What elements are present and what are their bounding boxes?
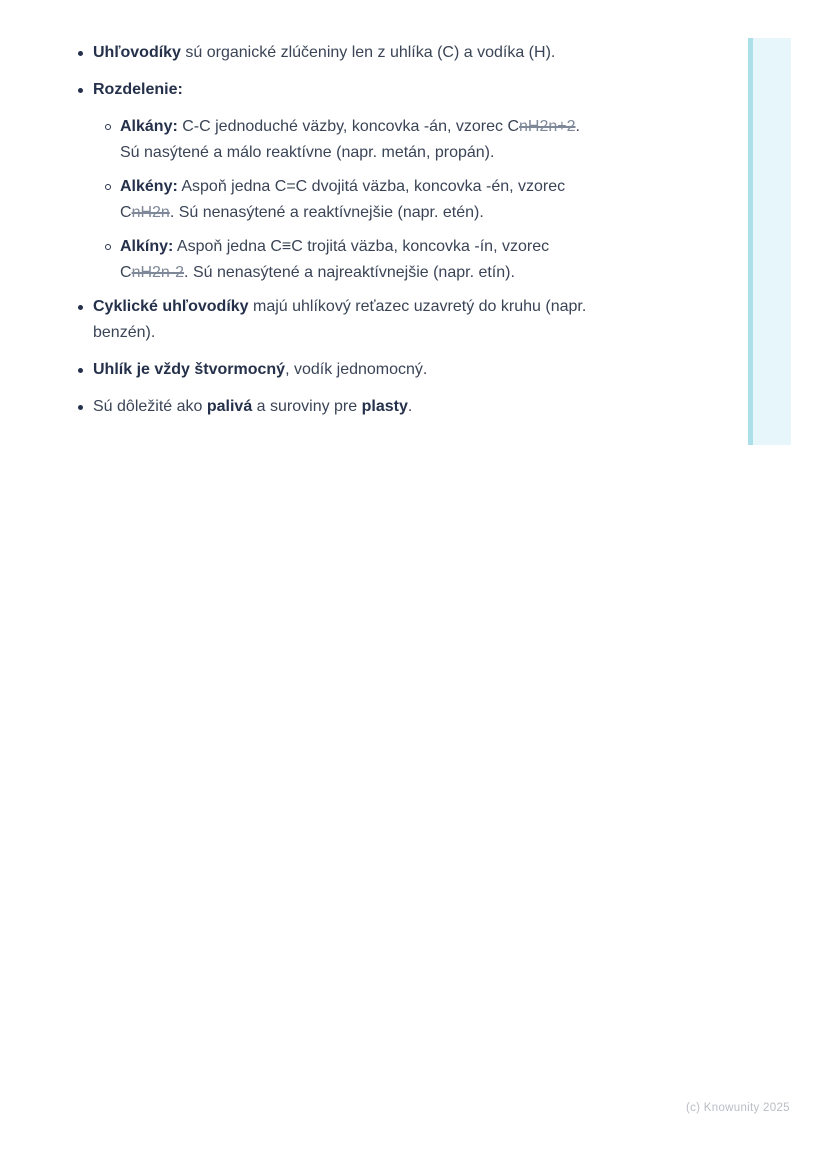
list-item-text: Alkány: C-C jednoduché väzby, koncovka -án, vzorec CnH2n+2. Sú nasýtené a málo reaktívne (napr. metán, propán).: [120, 118, 580, 161]
list-item: [105, 174, 828, 226]
circle-bullet-icon: [105, 234, 120, 260]
list-item-text: Rozdelenie:: [93, 81, 183, 98]
circle-bullet-icon: [105, 114, 120, 140]
list-item-text: Uhľovodíky sú organické zlúčeniny len z uhlíka (C) a vodíka (H).: [93, 44, 556, 61]
list-item: [78, 77, 828, 103]
list-item: [78, 357, 828, 383]
notes-list: [78, 40, 828, 420]
list-item: [78, 40, 828, 66]
list-item-text: Sú dôležité ako palivá a suroviny pre plasty.: [93, 398, 413, 415]
disc-bullet-icon: [78, 294, 93, 320]
disc-bullet-icon: [78, 40, 93, 66]
circle-bullet-icon: [105, 174, 120, 200]
highlight-strip: [748, 38, 791, 445]
disc-bullet-icon: [78, 394, 93, 420]
list-item-text: Cyklické uhľovodíky majú uhlíkový reťazec uzavretý do kruhu (napr. benzén).: [93, 298, 587, 341]
list-item: [78, 394, 828, 420]
disc-bullet-icon: [78, 77, 93, 103]
list-item-text: Uhlík je vždy štvormocný, vodík jednomocný.: [93, 361, 428, 378]
list-item-text: Alkíny: Aspoň jedna C≡C trojitá väzba, koncovka -ín, vzorec CnH2n-2. Sú nenasýtené a najreaktívnejšie (napr. etín).: [120, 238, 550, 281]
list-item: [105, 234, 828, 286]
list-item: [105, 114, 828, 166]
list-item: [78, 294, 828, 346]
disc-bullet-icon: [78, 357, 93, 383]
list-item-text: Alkény: Aspoň jedna C=C dvojitá väzba, koncovka -én, vzorec CnH2n. Sú nenasýtené a reaktívnejšie (napr. etén).: [120, 178, 566, 221]
copyright-footer: (c) Knowunity 2025: [686, 1102, 790, 1114]
